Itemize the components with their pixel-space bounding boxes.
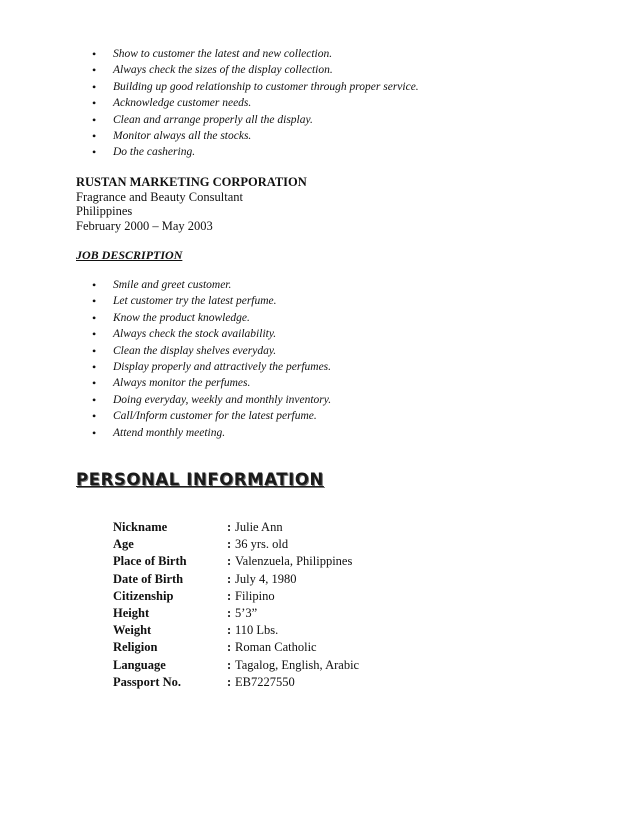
list-item: • Building up good relationship to customer through proper service. [92,79,419,95]
info-value: EB7227550 [235,674,295,689]
list-item: • Do the cashering. [92,144,419,160]
list-item: • Always check the stock availability. [92,326,331,342]
info-value: Julie Ann [235,520,283,534]
info-colon: : [227,657,232,672]
list-item: • Clean the display shelves everyday. [92,343,331,359]
info-colon: : [227,674,232,689]
info-label: Religion [113,640,158,655]
list-item: • Show to customer the latest and new collection. [92,46,419,62]
info-label: Citizenship [113,588,174,603]
job-description-heading: JOB DESCRIPTION [76,248,183,262]
list-item: • Display properly and attractively the perfumes. [92,359,331,375]
info-colon: : [227,571,232,586]
company-name: RUSTAN MARKETING CORPORATION [76,175,307,189]
info-value: Filipino [235,588,275,603]
list-item: • Smile and greet customer. [92,277,331,293]
info-colon: : [227,588,232,603]
job-country: Philippines [76,204,133,218]
info-label: Date of Birth [113,571,184,586]
employment-dates: February 2000 – May 2003 [76,218,213,233]
info-colon: : [227,640,232,655]
list-item: • Always check the sizes of the display collection. [92,62,419,78]
info-colon: : [227,605,232,620]
info-value: 110 Lbs. [235,623,279,638]
list-item: • Call/Inform customer for the latest perfume. [92,408,331,424]
info-colon: : [227,554,232,569]
list-item: • Always monitor the perfumes. [92,375,331,391]
info-label: Nickname [113,520,168,534]
list-item: • Doing everyday, weekly and monthly inventory. [92,392,331,408]
info-colon: : [227,537,232,552]
job-position: Fragrance and Beauty Consultant [76,189,243,204]
info-colon: : [227,623,232,638]
list-item: • Attend monthly meeting. [92,425,331,441]
info-value: Valenzuela, Philippines [235,554,353,569]
personal-information-title: PERSONAL INFORMATION [76,470,324,489]
info-value: 36 yrs. old [235,537,289,552]
info-label: Weight [113,623,152,638]
list-item: • Monitor always all the stocks. [92,128,419,144]
info-value: Tagalog, English, Arabic [235,657,360,672]
info-value: July 4, 1980 [235,571,297,586]
info-label: Language [113,657,166,672]
duties-list [92,46,419,161]
list-item: • Clean and arrange properly all the display. [92,112,419,128]
list-item: • Acknowledge customer needs. [92,95,419,111]
info-value: 5’3” [235,605,258,620]
info-label: Place of Birth [113,554,187,569]
employment-block [76,175,307,233]
list-item: • Let customer try the latest perfume. [92,293,331,309]
info-label: Age [113,537,134,552]
info-label: Height [113,605,150,620]
job-description-list [92,277,331,441]
info-colon: : [227,520,232,534]
info-value: Roman Catholic [235,640,317,655]
info-label: Passport No. [113,674,182,689]
list-item: • Know the product knowledge. [92,310,331,326]
